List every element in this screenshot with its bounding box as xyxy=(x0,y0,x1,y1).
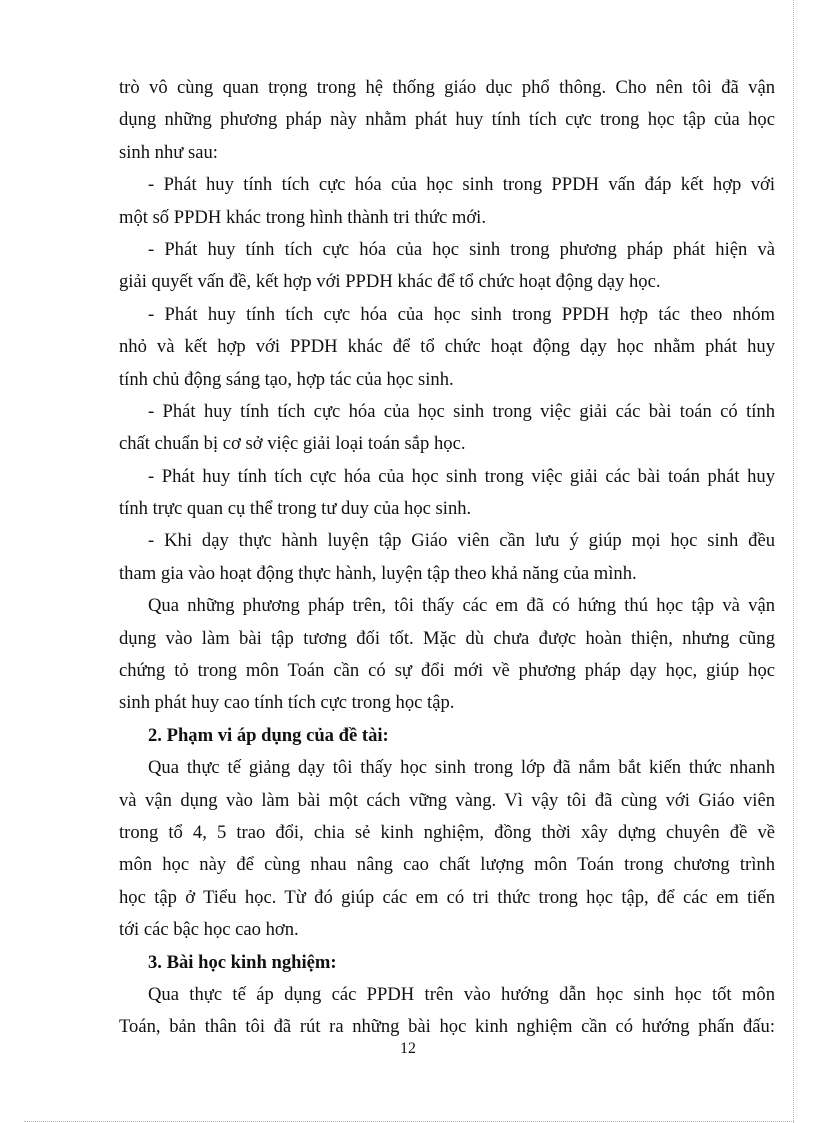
bullet-line: - Phát huy tính tích cực hóa của học sinh trong việc giải các bài toán phát huy xyxy=(148,465,775,487)
bullet-line: - Phát huy tính tích cực hóa của học sinh trong PPDH vấn đáp kết hợp với xyxy=(148,174,775,196)
bullet-line: - Phát huy tính tích cực hóa của học sinh trong PPDH hợp tác theo nhóm xyxy=(148,303,775,325)
text-line: dụng những phương pháp này nhằm phát huy tính tích cực trong học tập của học xyxy=(119,109,775,131)
text-line: Toán, bản thân tôi đã rút ra những bài học kinh nghiệm cần có hướng phấn đấu: xyxy=(119,1016,775,1038)
page-number: 12 xyxy=(400,1040,416,1057)
page-border-bottom xyxy=(24,1121,794,1122)
bullet-line: - Phát huy tính tích cực hóa của học sinh trong việc giải các bài toán có tính xyxy=(148,400,775,422)
text-line: tính trực quan cụ thể trong tư duy của học sinh. xyxy=(119,498,472,520)
paragraph-first-line: Qua thực tế áp dụng các PPDH trên vào hướng dẫn học sinh học tốt môn xyxy=(148,983,775,1005)
section-heading: 3. Bài học kinh nghiệm: xyxy=(148,951,337,973)
text-line: trò vô cùng quan trọng trong hệ thống giáo dục phổ thông. Cho nên tôi đã vận xyxy=(119,77,775,98)
text-line: học tập ở Tiểu học. Từ đó giúp các em có tri thức trong học tập, để các em tiến xyxy=(119,886,775,908)
page-body xyxy=(119,72,775,1044)
bullet-line: - Phát huy tính tích cực hóa của học sinh trong phương pháp phát hiện và xyxy=(148,238,775,260)
text-line: một số PPDH khác trong hình thành tri thức mới. xyxy=(119,206,486,228)
text-line: tới các bậc học cao hơn. xyxy=(119,919,299,941)
text-line: giải quyết vấn đề, kết hợp với PPDH khác để tổ chức hoạt động dạy học. xyxy=(119,271,661,293)
section-heading: 2. Phạm vi áp dụng của đề tài: xyxy=(148,724,389,746)
paragraph-first-line: Qua những phương pháp trên, tôi thấy các em đã có hứng thú học tập và vận xyxy=(148,595,775,617)
text-line: tham gia vào hoạt động thực hành, luyện tập theo khả năng của mình. xyxy=(119,562,637,584)
paragraph-first-line: Qua thực tế giảng dạy tôi thấy học sinh trong lớp đã nắm bắt kiến thức nhanh xyxy=(148,757,775,779)
text-line: sinh phát huy cao tính tích cực trong học tập. xyxy=(119,692,455,714)
text-line: trong tổ 4, 5 trao đổi, chia sẻ kinh nghiệm, đồng thời xây dựng chuyên đề về xyxy=(119,821,775,843)
text-line: tính chủ động sáng tạo, hợp tác của học sinh. xyxy=(119,368,454,390)
text-line: sinh như sau: xyxy=(119,141,218,163)
text-line: và vận dụng vào làm bài một cách vững vàng. Vì vậy tôi đã cùng với Giáo viên xyxy=(119,789,775,811)
text-line: môn học này để cùng nhau nâng cao chất lượng môn Toán trong chương trình xyxy=(119,854,775,876)
page-border-right xyxy=(793,0,794,1123)
text-line: chứng tỏ trong môn Toán cần có sự đổi mới về phương pháp dạy học, giúp học xyxy=(119,660,775,682)
bullet-line: - Khi dạy thực hành luyện tập Giáo viên cần lưu ý giúp mọi học sinh đều xyxy=(148,530,775,552)
text-line: nhỏ và kết hợp với PPDH khác để tổ chức hoạt động dạy học nhằm phát huy xyxy=(119,336,775,358)
text-line: dụng vào làm bài tập tương đối tốt. Mặc dù chưa được hoàn thiện, nhưng cũng xyxy=(119,627,775,649)
text-line: chất chuẩn bị cơ sở việc giải loại toán sắp học. xyxy=(119,433,466,455)
